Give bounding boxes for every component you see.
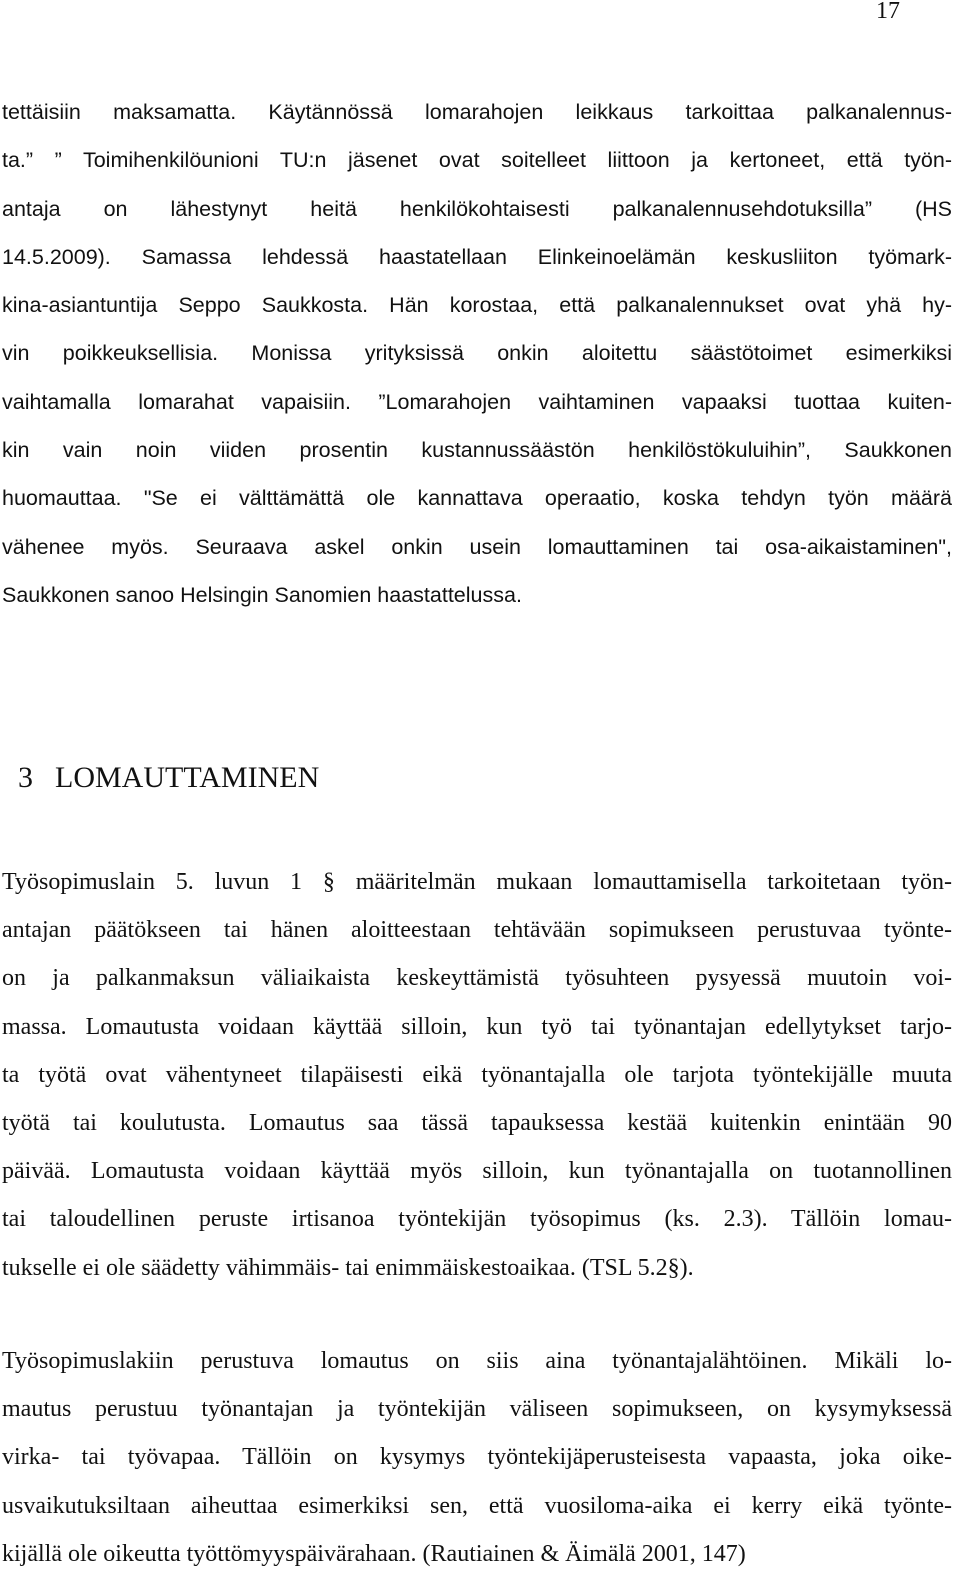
text-line: vähenee myös. Seuraava askel onkin usein lomauttaminen tai osa-aikaistaminen", bbox=[2, 534, 952, 559]
paragraph-intro bbox=[2, 88, 952, 619]
section-number: 3 bbox=[18, 761, 33, 794]
text-line: kina-asiantuntija Seppo Saukkosta. Hän korostaa, että palkanalennukset ovat yhä hy- bbox=[2, 293, 952, 318]
text-line: virka- tai työvapaa. Tällöin on kysymys työntekijäperusteisesta vapaasta, joka oike- bbox=[2, 1444, 952, 1471]
text-line: ta työtä ovat vähentyneet tilapäisesti eikä työnantajalla ole tarjota työntekijälle muuta bbox=[2, 1061, 952, 1088]
text-line: antaja on lähestynyt heitä henkilökohtaisesti palkanalennusehdotuksilla” (HS bbox=[2, 196, 952, 221]
text-line: mautus perustuu työnantajan ja työntekijän väliseen sopimukseen, on kysymyksessä bbox=[2, 1396, 952, 1423]
text-line: usvaikutuksiltaan aiheuttaa esimerkiksi sen, että vuosiloma-aika ei kerry eikä työnte- bbox=[2, 1492, 952, 1519]
text-line: työtä tai koulutusta. Lomautus saa tässä tapauksessa kestää kuitenkin enintään 90 bbox=[2, 1110, 952, 1137]
text-line: huomauttaa. "Se ei välttämättä ole kannattava operaatio, koska tehdyn työn määrä bbox=[2, 486, 952, 511]
text-line: 14.5.2009). Samassa lehdessä haastatellaan Elinkeinoelämän keskusliiton työmark- bbox=[2, 244, 952, 269]
section-sign: § bbox=[667, 1254, 680, 1281]
paragraph-definition bbox=[2, 858, 952, 1292]
text-line: ta.” ” Toimihenkilöunioni TU:n jäsenet ovat soitelleet liittoon ja kertoneet, että työn- bbox=[2, 148, 952, 173]
text-line: massa. Lomautusta voidaan käyttää silloin, kun työ tai työnantajan edellytykset tarjo- bbox=[2, 1013, 952, 1040]
text-line bbox=[2, 1244, 952, 1292]
section-heading bbox=[18, 758, 319, 798]
text-fragment: ). bbox=[679, 1254, 694, 1281]
text-fragment: määritelmän mukaan lomauttamisella tarkoitetaan työn- bbox=[355, 869, 953, 895]
text-line: vaihtamalla lomarahat vapaisiin. ”Lomarahojen vaihtaminen vapaaksi tuottaa kuiten- bbox=[2, 389, 952, 414]
section-sign: § bbox=[322, 869, 335, 895]
text-fragment: Työsopimuslain 5. luvun 1 bbox=[2, 869, 303, 895]
text-line: tettäisiin maksamatta. Käytännössä lomarahojen leikkaus tarkoittaa palkanalennus- bbox=[2, 100, 952, 124]
text-line: antajan päätökseen tai hänen aloitteestaan tehtävään sopimukseen perustuvaa työnte- bbox=[2, 917, 952, 944]
text-line: päivää. Lomautusta voidaan käyttää myös silloin, kun työnantajalla on tuotannollinen bbox=[2, 1158, 952, 1185]
text-line: kijällä ole oikeutta työttömyyspäivärahaan. (Rautiainen & Äimälä 2001, 147) bbox=[2, 1540, 746, 1567]
section-title: LOMAUTTAMINEN bbox=[55, 761, 320, 794]
text-line: kin vain noin viiden prosentin kustannussäästön henkilöstökuluihin”, Saukkonen bbox=[2, 438, 952, 463]
text-line: tai taloudellinen peruste irtisanoa työntekijän työsopimus (ks. 2.3). Tällöin lomau- bbox=[2, 1206, 952, 1233]
text-fragment: tukselle ei ole säädetty vähimmäis- tai enimmäiskestoaikaa. (TSL 5.2 bbox=[2, 1254, 668, 1281]
text-line bbox=[2, 858, 952, 906]
text-line: vin poikkeuksellisia. Monissa yrityksissä onkin aloitettu säästötoimet esimerkiksi bbox=[2, 341, 952, 366]
text-line: Työsopimuslakiin perustuva lomautus on siis aina työnantajalähtöinen. Mikäli lo- bbox=[2, 1348, 952, 1374]
text-line: Saukkonen sanoo Helsingin Sanomien haastattelussa. bbox=[2, 582, 522, 607]
page-number: 17 bbox=[876, 0, 900, 24]
paragraph-conclusion bbox=[2, 1337, 952, 1578]
text-line: on ja palkanmaksun väliaikaista keskeyttämistä työsuhteen pysyessä muutoin voi- bbox=[2, 965, 952, 992]
